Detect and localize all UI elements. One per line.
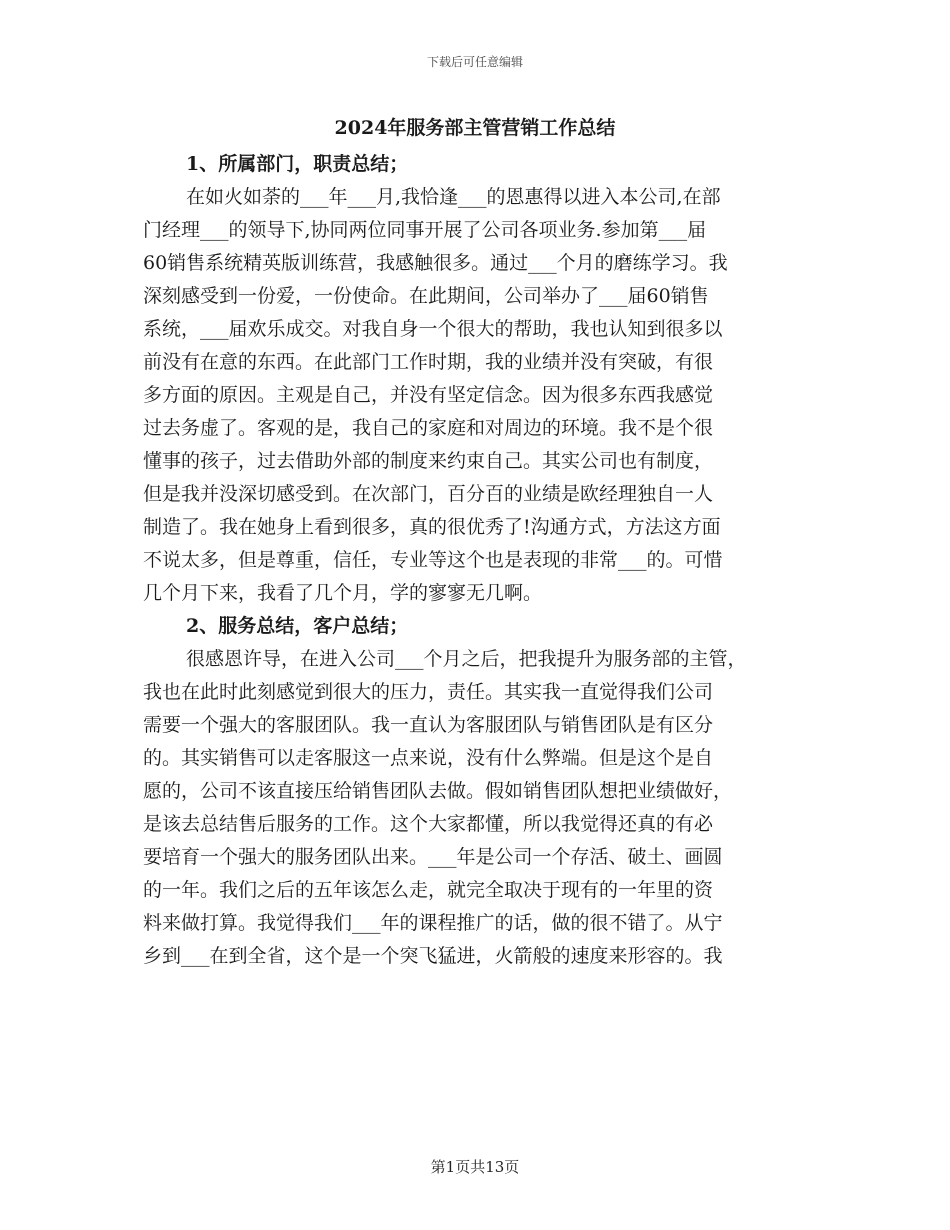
text-line: 但是我并没深切感受到。在次部门，百分百的业绩是欧经理独自一人 — [143, 483, 714, 505]
text-line: 乡到___在到全省，这个是一个突飞猛进，火箭般的速度来形容的。我 — [143, 945, 723, 967]
document-body — [143, 148, 805, 973]
section-paragraph-1 — [143, 181, 805, 610]
text-line: 系统，___届欢乐成交。对我自身一个很大的帮助，我也认知到很多以 — [143, 318, 723, 340]
text-line: 的。其实销售可以走客服这一点来说，没有什么弊端。但是这个是自 — [143, 747, 714, 769]
page-number-footer: 第1页共13页 — [430, 1158, 520, 1176]
text-line: 要培育一个强大的服务团队出来。___年是公司一个存活、破土、画圆 — [143, 846, 723, 868]
section-heading-1: 1、所属部门，职责总结； — [186, 153, 409, 175]
text-line: 深刻感受到一份爱，一份使命。在此期间，公司举办了___届60销售 — [143, 285, 709, 307]
text-line: 懂事的孩子，过去借助外部的制度来约束自己。其实公司也有制度， — [143, 450, 714, 472]
text-line: 几个月下来，我看了几个月，学的寥寥无几啊。 — [143, 582, 543, 604]
text-line: 需要一个强大的客服团队。我一直认为客服团队与销售团队是有区分 — [143, 714, 714, 736]
text-line: 过去务虚了。客观的是，我自己的家庭和对周边的环境。我不是个很 — [143, 417, 714, 439]
text-line: 前没有在意的东西。在此部门工作时期，我的业绩并没有突破，有很 — [143, 351, 714, 373]
section-paragraph-2 — [143, 643, 805, 973]
text-line: 是该去总结售后服务的工作。这个大家都懂，所以我觉得还真的有必 — [143, 813, 714, 835]
text-line: 的一年。我们之后的五年该怎么走，就完全取决于现有的一年里的资 — [143, 879, 714, 901]
page-header: 下载后可任意编辑 — [426, 55, 523, 69]
text-line: 门经理___的领导下,协同两位同事开展了公司各项业务.参加第___届 — [143, 219, 707, 241]
text-line: 制造了。我在她身上看到很多，真的很优秀了!沟通方式，方法这方面 — [143, 516, 721, 538]
document-title: 2024年服务部主管营销工作总结 — [334, 117, 616, 139]
text-line: 多方面的原因。主观是自己，并没有坚定信念。因为很多东西我感觉 — [143, 384, 714, 406]
text-line: 料来做打算。我觉得我们___年的课程推广的话，做的很不错了。从宁 — [143, 912, 723, 934]
section-heading-2: 2、服务总结，客户总结； — [186, 615, 409, 637]
text-line: 60销售系统精英版训练营，我感触很多。通过___个月的磨练学习。我 — [143, 252, 728, 274]
text-line: 在如火如荼的___年___月,我恰逢___的恩惠得以进入本公司,在部 — [186, 186, 721, 208]
text-line: 我也在此时此刻感觉到很大的压力，责任。其实我一直觉得我们公司 — [143, 681, 714, 703]
text-line: 愿的，公司不该直接压给销售团队去做。假如销售团队想把业绩做好， — [143, 780, 733, 802]
text-line: 不说太多，但是尊重，信任，专业等这个也是表现的非常___的。可惜 — [143, 549, 723, 571]
text-line: 很感恩许导，在进入公司___个月之后，把我提升为服务部的主管， — [186, 648, 747, 670]
